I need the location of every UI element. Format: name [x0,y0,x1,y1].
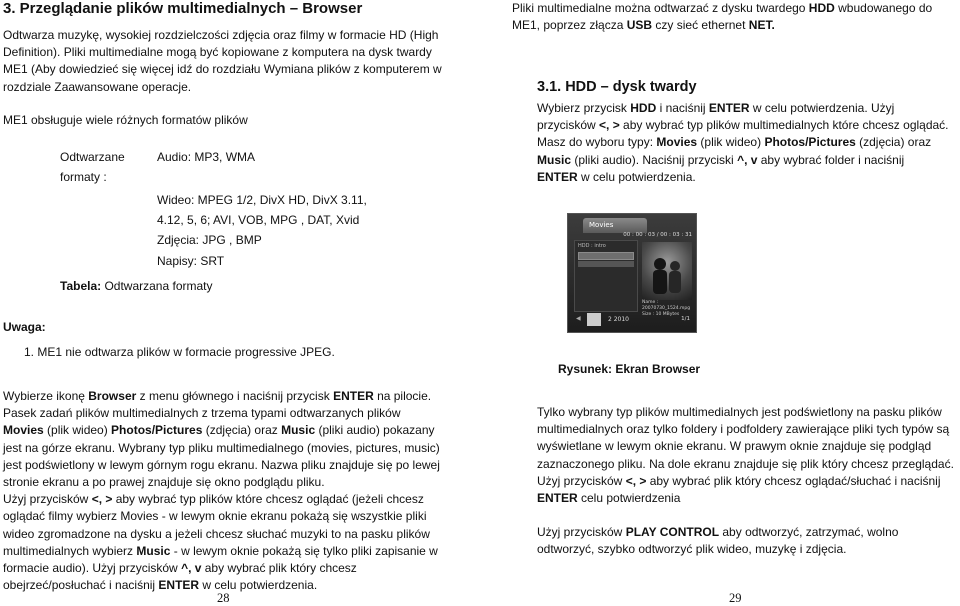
caption-label: Tabela: [60,279,102,293]
playback-time: 00 : 00 : 03 / 00 : 03 : 31 [623,232,692,238]
movies-tab: Movies [583,218,647,233]
table-caption [60,279,213,293]
text-line: Użyj przycisków <, > aby wybrać plik który chcesz oglądać/słuchać i naciśnij [537,473,941,488]
note-item: 1. ME1 nie odtwarza plików w formacie progressive JPEG. [24,345,335,359]
arrow-left-icon: ◀ [576,315,581,322]
filtering-paragraph [537,404,954,507]
preview-image [642,242,692,300]
text-line: zaznaczonego pliku. Na dole ekranu znajduje się plik który chcesz przeglądać. [537,456,954,471]
current-path: HDD : intro [578,243,606,249]
caption-text: Odtwarzana formaty [101,279,213,293]
note-label: Uwaga: [3,320,46,334]
section-heading: 3. Przeglądanie plików multimedialnych – Browser [3,0,363,17]
page-index: 1/1 [681,316,690,322]
text-line: Pliki multimedialne można odtwarzać z dysku twardego HDD wbudowanego do [512,1,933,15]
table-label-line1: Odtwarzane [60,150,125,164]
text-line: Użyj przycisków <, > aby wybrać typ plików które chcesz oglądać (jeżeli chcesz [3,492,424,507]
thumbnail [587,313,601,326]
text-line: odtworzyć, szybko odtworzyć plik wideo, muzykę i zdjęcia. [537,542,847,557]
intro-paragraph [3,27,442,96]
text-line: Wybierze ikonę Browser z menu głównego i naciśnij przycisk ENTER na pilocie. [3,389,432,403]
file-name: Name : 20070730_1524.mpg [642,300,691,311]
thumbnail-label: 2 2010 [608,316,629,323]
text-line: ME1, poprzez złącza USB czy sieć ethernet NET. [512,18,775,33]
text-line: obejrzeć/posłuchać i naciśnij ENTER w celu potwierdzenia. [3,578,318,593]
video-formats-line2: 4.12, 5, 6; AVI, VOB, MPG , DAT, Xvid [157,213,360,227]
photo-formats: Zdjęcia: JPG , BMP [157,233,262,247]
subtitle-formats: Napisy: SRT [157,254,225,268]
text-line: jest na górze ekranu. Wybrany typ pliku multimedialnego (movies, pictures, music) [3,440,440,455]
text-line: wideo zgromadzone na dysku a jeżeli chcesz słuchać muzyki to na pasku plików [3,526,430,541]
file-row [578,261,634,267]
text-line: Pasek zadań plików multimedialnych z trzema typami odtwarzanych plików [3,406,401,421]
text-line: wyświetlane w lewym oknie ekranu. W prawym oknie znajduje się podgląd [537,439,932,454]
thumbnail-bar [574,312,692,328]
browser-instructions [3,388,440,594]
hdd-subheading: 3.1. HDD – dysk twardy [537,79,697,95]
formats-intro: ME1 obsługuje wiele różnych formatów plików [3,113,248,127]
play-control-paragraph [537,524,898,558]
browser-screen-figure [567,213,697,333]
text-line: Music (pliki audio). Naciśnij przyciski ^, v aby wybrać folder i naciśnij [537,152,905,167]
figure-caption: Rysunek: Ekran Browser [558,362,701,376]
playback-sources-paragraph [512,0,932,34]
video-formats-line1: Wideo: MPEG 1/2, DivX HD, DivX 3.11, [157,193,367,207]
audio-formats: Audio: MP3, WMA [157,150,256,164]
table-label-line2: formaty : [60,170,107,184]
file-list-panel [574,240,638,312]
hdd-instructions [537,100,949,186]
text-line: ENTER celu potwierdzenia [537,491,681,506]
preview-people-icon [642,242,692,300]
file-size: Size : 10 MBytes [642,312,680,317]
text-line: Tylko wybrany typ plików multimedialnych jest podświetlony na pasku plików [537,405,942,419]
text-line: ME1 (Aby dowiedzieć się więcej idź do rozdziału Wymiana plików z komputerem w [3,62,442,77]
text-line: Movies (plik wideo) Photos/Pictures (zdjęcia) oraz Music (pliki audio) pokazany [3,423,435,438]
page-number-left: 28 [217,591,230,605]
text-line: multimedialnych oraz tylko foldery i podfoldery zawierające pliki tych typów są [537,422,950,437]
page-number-right: 29 [729,591,742,605]
text-line: przycisków <, > aby wybrać typ plików multimedialnych które chcesz oglądać. [537,118,949,133]
text-line: Masz do wyboru typy: Movies (plik wideo) Photos/Pictures (zdjęcia) oraz [537,135,932,150]
text-line: formacie audio). Użyj przycisków ^, v aby wybrać plik który chcesz [3,561,357,576]
text-line: Użyj przycisków PLAY CONTROL aby odtworzyć, zatrzymać, wolno [537,525,899,539]
text-line: rozdziale Zaawansowane operacje. [3,79,192,94]
text-line: stronie ekranu a po prawej znajduje się okno podglądu pliku. [3,475,325,490]
text-line: Definition). Pliki multimedialne mogą być kopiowane z komputera na dysk twardy [3,45,432,60]
file-row-selected [578,252,634,260]
text-line: oglądać filmy wybierz Movies - w lewym oknie ekranu pokażą się wszystkie pliki [3,509,427,524]
text-line: jest podświetlony w lewym górnym rogu ekranu. Nazwa pliku znajduje się po lewej [3,457,440,472]
text-line: Wybierz przycisk HDD i naciśnij ENTER w celu potwierdzenia. Użyj [537,101,895,115]
text-line: multimedialnych wybierz Music - w lewym oknie pokażą się tylko pliki zapisanie w [3,543,438,558]
text-line: ENTER w celu potwierdzenia. [537,169,696,184]
text-line: Odtwarza muzykę, wysokiej rozdzielczości zdjęcia oraz filmy w formacie HD (High [3,28,439,42]
